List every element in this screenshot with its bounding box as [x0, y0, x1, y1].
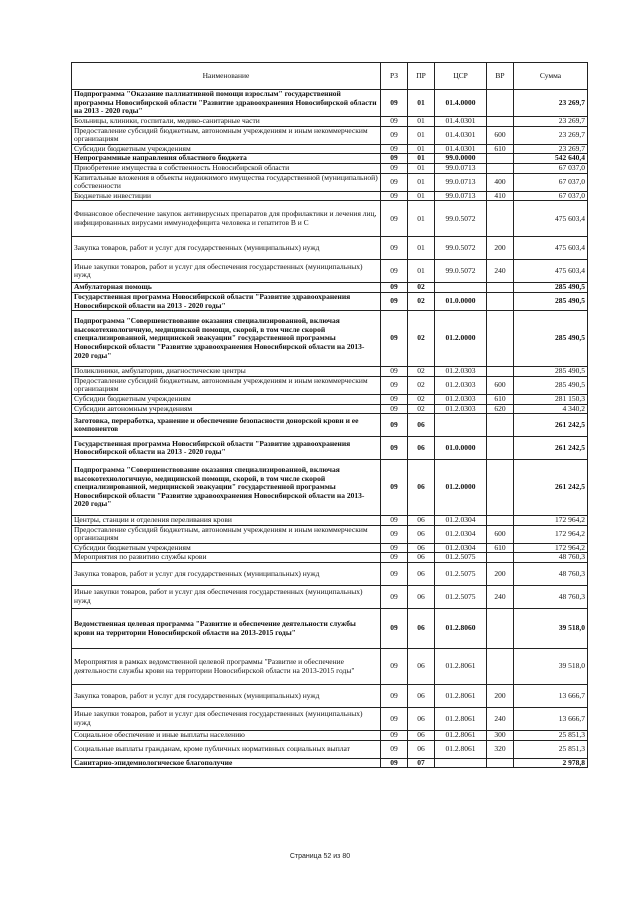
cell-sum: 172 964,2 — [514, 543, 588, 553]
cell-csr: 01.2.8061 — [435, 708, 487, 731]
cell-vr: 240 — [487, 708, 514, 731]
table-row — [72, 740, 588, 758]
cell-sum: 48 760,3 — [514, 563, 588, 586]
cell-vr — [487, 90, 514, 117]
cell-rz: 09 — [381, 117, 408, 127]
cell-csr: 01.2.0303 — [435, 404, 487, 414]
table-row — [72, 460, 588, 516]
cell-name: Капитальные вложения в объекты недвижимого имущества государственной (муниципальной) собственности — [72, 173, 381, 191]
cell-vr — [487, 414, 514, 437]
cell-vr — [487, 553, 514, 563]
table-row — [72, 311, 588, 367]
cell-pr: 01 — [408, 144, 435, 154]
cell-pr: 01 — [408, 163, 435, 173]
cell-pr: 06 — [408, 553, 435, 563]
cell-rz: 09 — [381, 609, 408, 649]
cell-name: Финансовое обеспечение закупок антивирусных препаратов для профилактики и лечения лиц, инфицированных вирусами иммунодефицита человека и гепатитов B и C — [72, 201, 381, 237]
cell-sum: 39 518,0 — [514, 609, 588, 649]
cell-sum: 172 964,2 — [514, 516, 588, 526]
cell-name: Предоставление субсидий бюджетным, автономным учреждениям и иным некоммерческим организациям — [72, 525, 381, 543]
cell-rz: 09 — [381, 173, 408, 191]
cell-csr: 01.2.8060 — [435, 609, 487, 649]
cell-name: Заготовка, переработка, хранение и обеспечение безопасности донорской крови и ее компонентов — [72, 414, 381, 437]
table-row — [72, 758, 588, 768]
cell-rz: 09 — [381, 163, 408, 173]
cell-rz: 09 — [381, 311, 408, 367]
header-sum: Сумма — [514, 63, 588, 90]
cell-sum: 475 603,4 — [514, 237, 588, 260]
cell-csr: 01.2.8061 — [435, 740, 487, 758]
cell-pr: 06 — [408, 516, 435, 526]
cell-rz: 09 — [381, 90, 408, 117]
cell-csr: 01.2.0304 — [435, 543, 487, 553]
cell-pr: 02 — [408, 283, 435, 293]
cell-sum: 2 978,8 — [514, 758, 588, 768]
cell-pr: 06 — [408, 525, 435, 543]
cell-pr: 01 — [408, 117, 435, 127]
table-row — [72, 237, 588, 260]
cell-sum: 475 603,4 — [514, 201, 588, 237]
cell-sum: 261 242,5 — [514, 460, 588, 516]
cell-vr — [487, 437, 514, 460]
cell-csr — [435, 758, 487, 768]
cell-sum: 67 037,0 — [514, 173, 588, 191]
cell-vr: 200 — [487, 237, 514, 260]
cell-rz: 09 — [381, 144, 408, 154]
cell-csr — [435, 414, 487, 437]
cell-sum: 13 666,7 — [514, 685, 588, 708]
cell-vr — [487, 367, 514, 377]
cell-rz: 09 — [381, 394, 408, 404]
cell-csr: 01.2.0303 — [435, 394, 487, 404]
cell-vr — [487, 292, 514, 310]
cell-sum: 25 851,3 — [514, 740, 588, 758]
cell-sum: 48 760,3 — [514, 586, 588, 609]
table-row — [72, 708, 588, 731]
cell-sum: 23 269,7 — [514, 144, 588, 154]
table-row — [72, 563, 588, 586]
cell-name: Субсидии бюджетным учреждениям — [72, 543, 381, 553]
cell-sum: 285 490,5 — [514, 311, 588, 367]
table-row — [72, 367, 588, 377]
cell-name: Непрограммные направления областного бюджета — [72, 154, 381, 164]
cell-rz: 09 — [381, 292, 408, 310]
cell-vr: 200 — [487, 685, 514, 708]
cell-vr: 600 — [487, 126, 514, 144]
header-name: Наименование — [72, 63, 381, 90]
cell-vr: 240 — [487, 260, 514, 283]
cell-pr: 06 — [408, 731, 435, 741]
cell-name: Иные закупки товаров, работ и услуг для обеспечения государственных (муниципальных) нужд — [72, 708, 381, 731]
cell-csr: 99.0.0000 — [435, 154, 487, 164]
cell-pr: 01 — [408, 173, 435, 191]
cell-name: Санитарно-эпидемиологическое благополучие — [72, 758, 381, 768]
cell-name: Субсидии бюджетным учреждениям — [72, 144, 381, 154]
cell-name: Социальные выплаты гражданам, кроме публичных нормативных социальных выплат — [72, 740, 381, 758]
cell-rz: 09 — [381, 543, 408, 553]
table-row — [72, 414, 588, 437]
cell-name: Приобретение имущества в собственность Новосибирской области — [72, 163, 381, 173]
table-row — [72, 191, 588, 201]
cell-sum: 285 490,5 — [514, 292, 588, 310]
cell-rz: 09 — [381, 414, 408, 437]
cell-rz: 09 — [381, 126, 408, 144]
cell-csr: 01.2.5075 — [435, 586, 487, 609]
cell-vr: 610 — [487, 394, 514, 404]
cell-rz: 09 — [381, 283, 408, 293]
cell-rz: 09 — [381, 460, 408, 516]
table-row — [72, 586, 588, 609]
page-number: Страница 52 из 80 — [289, 853, 351, 860]
cell-vr: 600 — [487, 525, 514, 543]
table-row — [72, 163, 588, 173]
table-row — [72, 525, 588, 543]
cell-csr: 01.2.0304 — [435, 516, 487, 526]
cell-sum: 285 490,5 — [514, 283, 588, 293]
table-row — [72, 117, 588, 127]
cell-csr: 99.0.0713 — [435, 163, 487, 173]
table-row — [72, 201, 588, 237]
cell-pr: 01 — [408, 260, 435, 283]
cell-vr — [487, 609, 514, 649]
cell-rz: 09 — [381, 731, 408, 741]
cell-pr: 06 — [408, 586, 435, 609]
cell-csr: 01.0.0000 — [435, 437, 487, 460]
cell-sum: 23 269,7 — [514, 126, 588, 144]
cell-pr: 01 — [408, 237, 435, 260]
cell-pr: 02 — [408, 367, 435, 377]
table-row — [72, 404, 588, 414]
table-row — [72, 649, 588, 685]
cell-csr: 01.4.0301 — [435, 117, 487, 127]
cell-csr: 01.2.5075 — [435, 553, 487, 563]
cell-vr — [487, 311, 514, 367]
cell-rz: 09 — [381, 437, 408, 460]
cell-vr — [487, 201, 514, 237]
cell-name: Государственная программа Новосибирской области "Развитие здравоохранения Новосибирской области на 2013 - 2020 годы" — [72, 292, 381, 310]
cell-vr: 300 — [487, 731, 514, 741]
cell-vr — [487, 117, 514, 127]
cell-pr: 02 — [408, 311, 435, 367]
table-row — [72, 90, 588, 117]
cell-rz: 09 — [381, 708, 408, 731]
cell-rz: 09 — [381, 191, 408, 201]
cell-vr: 200 — [487, 563, 514, 586]
cell-sum: 285 490,5 — [514, 376, 588, 394]
cell-name: Социальное обеспечение и иные выплаты населению — [72, 731, 381, 741]
table-row — [72, 126, 588, 144]
cell-name: Бюджетные инвестиции — [72, 191, 381, 201]
cell-vr — [487, 460, 514, 516]
cell-rz: 09 — [381, 586, 408, 609]
cell-sum: 285 490,5 — [514, 367, 588, 377]
cell-csr: 01.2.5075 — [435, 563, 487, 586]
table-row — [72, 154, 588, 164]
cell-vr: 320 — [487, 740, 514, 758]
cell-rz: 09 — [381, 404, 408, 414]
cell-name: Предоставление субсидий бюджетным, автономным учреждениям и иным некоммерческим организациям — [72, 376, 381, 394]
cell-pr: 02 — [408, 376, 435, 394]
cell-sum: 67 037,0 — [514, 191, 588, 201]
cell-csr: 01.2.0303 — [435, 376, 487, 394]
cell-pr: 06 — [408, 563, 435, 586]
cell-sum: 13 666,7 — [514, 708, 588, 731]
budget-table — [71, 62, 588, 768]
table-row — [72, 731, 588, 741]
cell-name: Амбулаторная помощь — [72, 283, 381, 293]
cell-sum: 67 037,0 — [514, 163, 588, 173]
cell-name: Мероприятия по развитию службы крови — [72, 553, 381, 563]
table-row — [72, 173, 588, 191]
table-header-row — [72, 63, 588, 90]
cell-pr: 07 — [408, 758, 435, 768]
cell-csr: 01.2.8061 — [435, 731, 487, 741]
cell-vr — [487, 516, 514, 526]
cell-pr: 01 — [408, 201, 435, 237]
cell-csr: 01.2.0000 — [435, 460, 487, 516]
cell-name: Субсидии бюджетным учреждениям — [72, 394, 381, 404]
cell-pr: 01 — [408, 90, 435, 117]
header-vr: ВР — [487, 63, 514, 90]
cell-vr: 240 — [487, 586, 514, 609]
cell-csr: 99.0.0713 — [435, 191, 487, 201]
cell-name: Центры, станции и отделения переливания крови — [72, 516, 381, 526]
cell-sum: 172 964,2 — [514, 525, 588, 543]
cell-pr: 02 — [408, 404, 435, 414]
cell-csr: 01.2.8061 — [435, 685, 487, 708]
cell-csr: 99.0.5072 — [435, 260, 487, 283]
cell-sum: 542 640,4 — [514, 154, 588, 164]
budget-table-body — [72, 90, 588, 768]
cell-rz: 09 — [381, 367, 408, 377]
cell-rz: 09 — [381, 563, 408, 586]
cell-csr: 01.2.0304 — [435, 525, 487, 543]
cell-pr: 06 — [408, 414, 435, 437]
cell-vr: 610 — [487, 543, 514, 553]
cell-sum: 25 851,3 — [514, 731, 588, 741]
table-row — [72, 437, 588, 460]
cell-rz: 09 — [381, 516, 408, 526]
cell-name: Подпрограмма "Оказание паллиативной помощи взрослым" государственной программы Новосибирской области "Развитие здравоохранения Новосибирской области на 2013 - 2020 годы" — [72, 90, 381, 117]
cell-pr: 02 — [408, 394, 435, 404]
cell-pr: 01 — [408, 154, 435, 164]
table-row — [72, 144, 588, 154]
header-pr: ПР — [408, 63, 435, 90]
table-row — [72, 543, 588, 553]
cell-rz: 09 — [381, 201, 408, 237]
cell-pr: 06 — [408, 609, 435, 649]
cell-csr: 01.0.0000 — [435, 292, 487, 310]
cell-vr — [487, 163, 514, 173]
table-row — [72, 553, 588, 563]
cell-csr — [435, 283, 487, 293]
table-row — [72, 609, 588, 649]
cell-name: Предоставление субсидий бюджетным, автономным учреждениям и иным некоммерческим организациям — [72, 126, 381, 144]
cell-name: Закупка товаров, работ и услуг для государственных (муниципальных) нужд — [72, 685, 381, 708]
cell-pr: 06 — [408, 543, 435, 553]
cell-vr: 410 — [487, 191, 514, 201]
cell-name: Иные закупки товаров, работ и услуг для обеспечения государственных (муниципальных) нужд — [72, 586, 381, 609]
cell-sum: 261 242,5 — [514, 437, 588, 460]
cell-rz: 09 — [381, 685, 408, 708]
cell-csr: 99.0.5072 — [435, 201, 487, 237]
cell-sum: 281 150,3 — [514, 394, 588, 404]
cell-sum: 39 518,0 — [514, 649, 588, 685]
cell-rz: 09 — [381, 525, 408, 543]
cell-rz: 09 — [381, 237, 408, 260]
table-row — [72, 394, 588, 404]
cell-pr: 06 — [408, 685, 435, 708]
cell-sum: 23 269,7 — [514, 90, 588, 117]
cell-vr — [487, 154, 514, 164]
cell-name: Государственная программа Новосибирской области "Развитие здравоохранения Новосибирской области на 2013 - 2020 годы" — [72, 437, 381, 460]
cell-rz: 09 — [381, 553, 408, 563]
cell-name: Субсидии автономным учреждениям — [72, 404, 381, 414]
cell-vr — [487, 758, 514, 768]
cell-pr: 06 — [408, 437, 435, 460]
cell-sum: 4 340,2 — [514, 404, 588, 414]
cell-name: Закупка товаров, работ и услуг для государственных (муниципальных) нужд — [72, 237, 381, 260]
cell-pr: 06 — [408, 649, 435, 685]
table-row — [72, 260, 588, 283]
cell-pr: 06 — [408, 460, 435, 516]
cell-rz: 09 — [381, 758, 408, 768]
cell-pr: 02 — [408, 292, 435, 310]
cell-vr: 400 — [487, 173, 514, 191]
cell-pr: 06 — [408, 708, 435, 731]
cell-csr: 99.0.0713 — [435, 173, 487, 191]
cell-rz: 09 — [381, 260, 408, 283]
cell-pr: 01 — [408, 191, 435, 201]
cell-name: Ведомственная целевая программа "Развитие и обеспечение деятельности службы крови на территории Новосибирской области на 2013-2015 годы" — [72, 609, 381, 649]
cell-name: Подпрограмма "Совершенствование оказания специализированной, включая высокотехнологичную, медицинской помощи, скорой, в том числе скорой специализированной, медицинской эвакуации" государственной программы Новосибирской области "Развитие здравоохранения Новосибирской области на 2013-2020 годы" — [72, 311, 381, 367]
cell-sum: 23 269,7 — [514, 117, 588, 127]
cell-sum: 261 242,5 — [514, 414, 588, 437]
cell-name: Больницы, клиники, госпитали, медико-санитарные части — [72, 117, 381, 127]
table-row — [72, 376, 588, 394]
cell-sum: 48 760,3 — [514, 553, 588, 563]
cell-vr — [487, 649, 514, 685]
cell-csr: 01.4.0000 — [435, 90, 487, 117]
cell-csr: 01.2.8061 — [435, 649, 487, 685]
cell-name: Иные закупки товаров, работ и услуг для обеспечения государственных (муниципальных) нужд — [72, 260, 381, 283]
header-csr: ЦСР — [435, 63, 487, 90]
header-rz: РЗ — [381, 63, 408, 90]
cell-name: Мероприятия в рамках ведомственной целевой программы "Развитие и обеспечение деятельности службы крови на территории Новосибирской области на 2013-2015 годы" — [72, 649, 381, 685]
table-row — [72, 685, 588, 708]
cell-pr: 01 — [408, 126, 435, 144]
cell-vr: 600 — [487, 376, 514, 394]
cell-csr: 01.4.0301 — [435, 144, 487, 154]
cell-vr: 620 — [487, 404, 514, 414]
cell-rz: 09 — [381, 649, 408, 685]
cell-vr: 610 — [487, 144, 514, 154]
cell-rz: 09 — [381, 740, 408, 758]
cell-rz: 09 — [381, 154, 408, 164]
cell-sum: 475 603,4 — [514, 260, 588, 283]
cell-name: Подпрограмма "Совершенствование оказания специализированной, включая высокотехнологичную, медицинской помощи, скорой, в том числе скорой специализированной, медицинской эвакуации" государственной программы Новосибирской области "Развитие здравоохранения Новосибирской области на 2013-2020 годы" — [72, 460, 381, 516]
cell-csr: 01.4.0301 — [435, 126, 487, 144]
table-row — [72, 292, 588, 310]
cell-csr: 01.2.0000 — [435, 311, 487, 367]
cell-pr: 06 — [408, 740, 435, 758]
cell-csr: 99.0.5072 — [435, 237, 487, 260]
cell-csr: 01.2.0303 — [435, 367, 487, 377]
table-row — [72, 516, 588, 526]
cell-name: Закупка товаров, работ и услуг для государственных (муниципальных) нужд — [72, 563, 381, 586]
cell-rz: 09 — [381, 376, 408, 394]
cell-vr — [487, 283, 514, 293]
table-row — [72, 283, 588, 293]
cell-name: Поликлиники, амбулатории, диагностические центры — [72, 367, 381, 377]
